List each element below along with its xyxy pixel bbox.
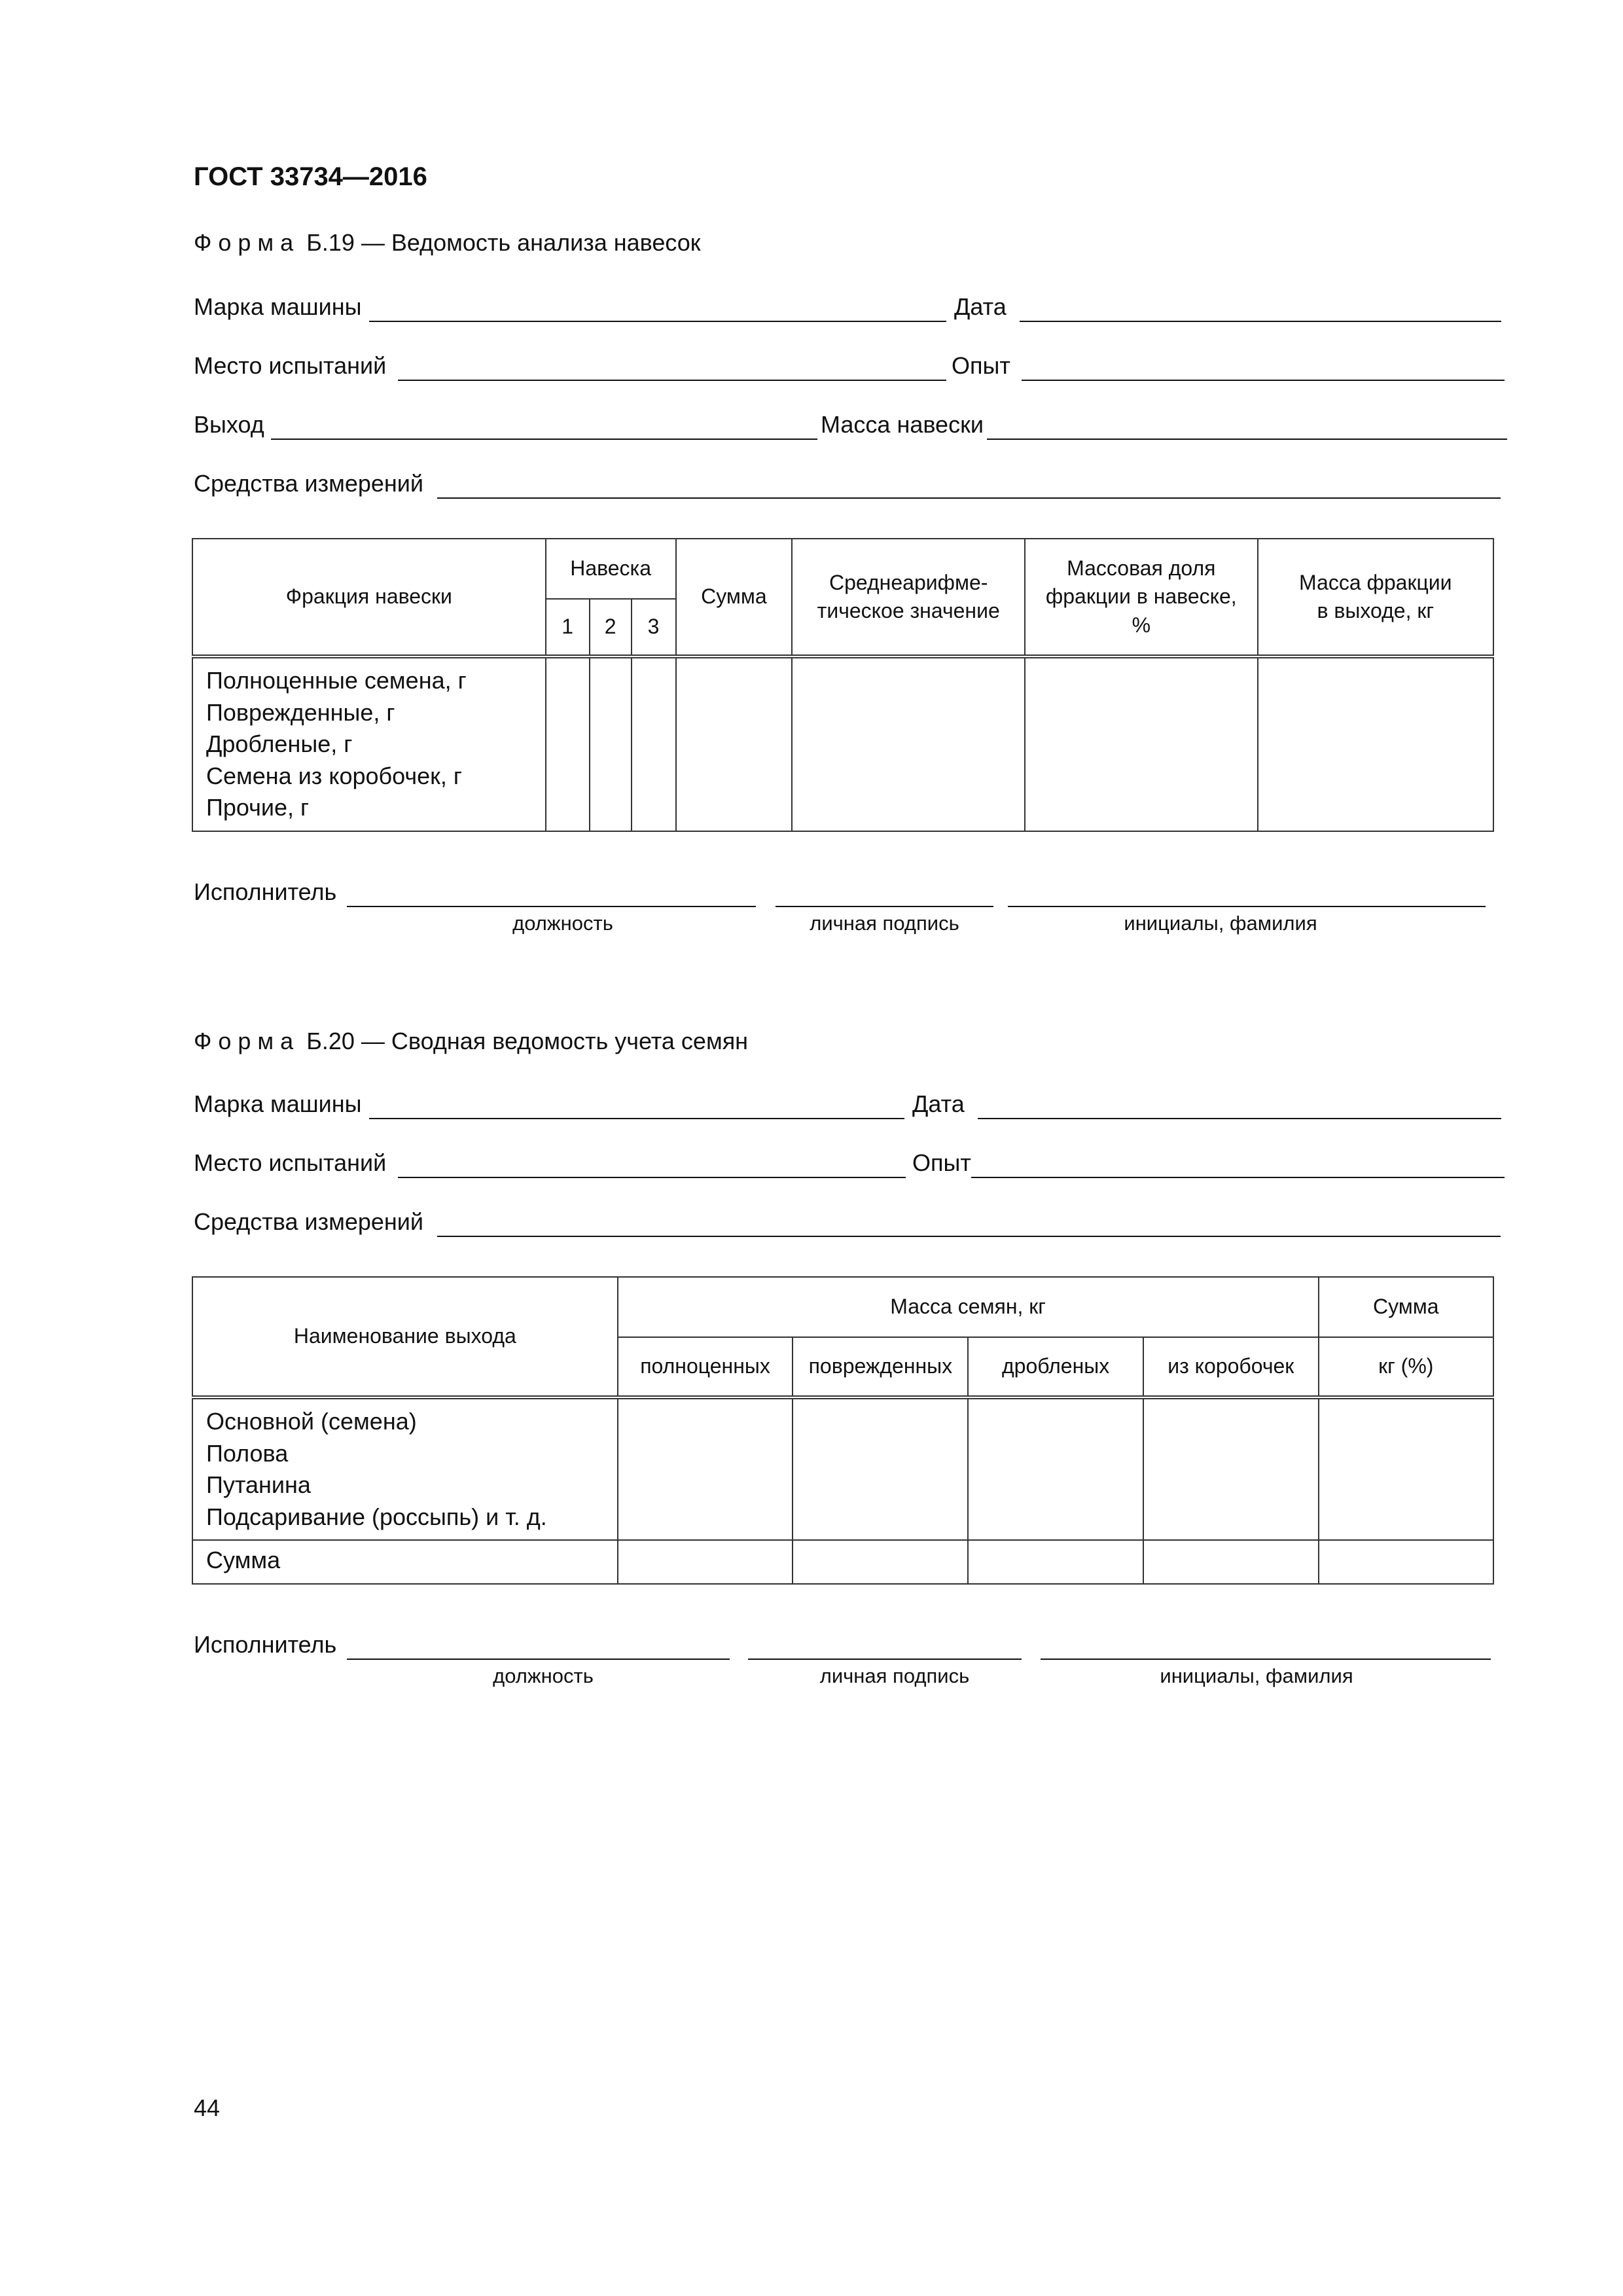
form20-experiment-label: Опыт	[912, 1149, 971, 1176]
form19-signature-sign-field[interactable]	[776, 906, 993, 907]
form20-line-machine-date	[194, 1085, 1503, 1124]
form19-caption-signature: личная подпись	[810, 912, 959, 935]
form19-signature-name-field[interactable]	[1008, 906, 1486, 907]
page-number: 44	[194, 2094, 221, 2121]
form20-cell-crushed[interactable]	[968, 1397, 1143, 1540]
form20-total-label: Сумма	[192, 1540, 618, 1584]
form19-sample-mass-field[interactable]	[987, 439, 1507, 440]
form19-line-output-mass	[194, 406, 1509, 445]
form20-word: Форма	[194, 1028, 300, 1054]
form20-instruments-label: Средства измерений	[194, 1208, 424, 1235]
form19-instruments-field[interactable]	[437, 497, 1501, 499]
form19-title-block	[194, 229, 701, 257]
form19-instruments-label: Средства измерений	[194, 470, 424, 497]
form19-sample-mass-label: Масса навески	[821, 411, 984, 438]
form20-signature-position-field[interactable]	[347, 1659, 730, 1660]
form20-instruments-field[interactable]	[437, 1236, 1501, 1237]
form19-row-labels	[192, 656, 546, 831]
form19-line-place-experiment	[194, 347, 1506, 386]
form20-line-instruments	[194, 1203, 1503, 1242]
form19-caption-name: инициалы, фамилия	[1124, 912, 1317, 935]
form20-signature-name-field[interactable]	[1041, 1659, 1491, 1660]
list-item: Путанина	[206, 1471, 311, 1499]
form19-output-label: Выход	[194, 411, 264, 438]
form20-caption-name: инициалы, фамилия	[1160, 1664, 1353, 1687]
form19-col-mass	[1258, 539, 1493, 656]
form19-title: Б.19 — Ведомость анализа навесок	[306, 229, 701, 256]
form20-sub-boxes: из коробочек	[1143, 1337, 1319, 1397]
form20-title-block	[194, 1028, 748, 1055]
form20-cell-boxes[interactable]	[1143, 1397, 1319, 1540]
form20-total-sum[interactable]	[1319, 1540, 1493, 1584]
form20-sub-damaged: поврежденных	[793, 1337, 968, 1397]
form19-col-mean-line2: тическое значение	[817, 599, 1000, 622]
form19-col-mean-line1: Среднеарифме-	[829, 570, 988, 594]
form20-total-boxes[interactable]	[1143, 1540, 1319, 1584]
form20-signature-sign-field[interactable]	[748, 1659, 1022, 1660]
form20-sub-crushed: дробленых	[968, 1337, 1143, 1397]
form19-line-instruments	[194, 465, 1503, 504]
form19-col-share-line3: %	[1132, 613, 1151, 637]
form20-caption-signature: личная подпись	[819, 1664, 970, 1687]
form19-col-fraction: Фракция навески	[192, 539, 546, 656]
form19-cell-share[interactable]	[1025, 656, 1257, 831]
list-item: Прочие, г	[206, 794, 310, 821]
form20-machine-field[interactable]	[369, 1118, 904, 1119]
list-item: Полова	[206, 1439, 289, 1467]
form20-cell-sum[interactable]	[1319, 1397, 1493, 1540]
form19-machine-label: Марка машины	[194, 293, 362, 320]
form20-col-sum: Сумма	[1319, 1277, 1493, 1337]
form20-place-field[interactable]	[398, 1177, 906, 1178]
form19-line-machine-date	[194, 288, 1503, 327]
form20-caption-position: должность	[493, 1664, 594, 1687]
form19-place-label: Место испытаний	[194, 352, 387, 379]
form20-machine-label: Марка машины	[194, 1090, 362, 1117]
form20-place-label: Место испытаний	[194, 1149, 387, 1176]
form19-place-field[interactable]	[398, 380, 946, 381]
form20-cell-full[interactable]	[618, 1397, 793, 1540]
form19-signature-label: Исполнитель	[194, 878, 337, 905]
form19-col-share-line1: Массовая доля	[1067, 556, 1216, 581]
form19-col-mean	[792, 539, 1025, 656]
list-item: Полноценные семена, г	[206, 667, 467, 694]
form19-word: Форма	[194, 229, 300, 256]
form19-col-mass-line2: в выходе, кг	[1317, 599, 1435, 622]
form20-title: Б.20 — Сводная ведомость учета семян	[306, 1028, 749, 1054]
form19-cell-mass[interactable]	[1258, 656, 1493, 831]
list-item: Семена из коробочек, г	[206, 762, 463, 789]
form19-experiment-label: Опыт	[952, 352, 1010, 379]
form20-sub-sum: кг (%)	[1319, 1337, 1493, 1397]
form19-sample-num-3: 3	[632, 599, 676, 656]
form19-date-field[interactable]	[1020, 321, 1501, 322]
form19-date-label: Дата	[954, 293, 1007, 320]
form19-col-sample: Навеска	[546, 539, 676, 599]
form19-col-share	[1025, 539, 1257, 656]
list-item: Поврежденные, г	[206, 698, 395, 726]
form19-table	[192, 538, 1494, 832]
list-item: Основной (семена)	[206, 1408, 417, 1435]
form19-cell-sum[interactable]	[676, 656, 793, 831]
form19-caption-position: должность	[512, 912, 613, 935]
form20-total-crushed[interactable]	[968, 1540, 1143, 1584]
form19-sample-num-1: 1	[546, 599, 590, 656]
form19-machine-field[interactable]	[369, 321, 946, 322]
list-item: Дробленые, г	[206, 730, 353, 758]
form19-output-field[interactable]	[271, 439, 817, 440]
form19-col-sum: Сумма	[676, 539, 793, 656]
form20-line-place-experiment	[194, 1144, 1506, 1183]
form20-col-name: Наименование выхода	[192, 1277, 618, 1397]
form19-col-share-line2: фракции в навеске,	[1045, 584, 1237, 609]
list-item: Подсаривание (россыпь) и т. д.	[206, 1503, 547, 1530]
form20-total-full[interactable]	[618, 1540, 793, 1584]
form20-row-labels	[192, 1397, 618, 1540]
form19-sample-num-2: 2	[590, 599, 632, 656]
form20-table	[192, 1276, 1494, 1585]
form19-col-mass-line1: Масса фракции	[1299, 570, 1452, 594]
form19-experiment-field[interactable]	[1022, 380, 1505, 381]
form20-total-damaged[interactable]	[793, 1540, 968, 1584]
form19-cell-sample3[interactable]	[632, 656, 676, 831]
form20-col-mass: Масса семян, кг	[618, 1277, 1319, 1337]
form20-date-label: Дата	[912, 1090, 965, 1117]
form20-sub-full: полноценных	[618, 1337, 793, 1397]
form19-signature-position-field[interactable]	[347, 906, 756, 907]
form19-cell-mean[interactable]	[792, 656, 1025, 831]
doc-header: ГОСТ 33734—2016	[194, 162, 427, 191]
form20-experiment-field[interactable]	[971, 1177, 1505, 1178]
form20-signature-label: Исполнитель	[194, 1631, 337, 1658]
form20-date-field[interactable]	[978, 1118, 1501, 1119]
form19-cell-sample1[interactable]	[546, 656, 590, 831]
form20-cell-damaged[interactable]	[793, 1397, 968, 1540]
form19-cell-sample2[interactable]	[590, 656, 632, 831]
